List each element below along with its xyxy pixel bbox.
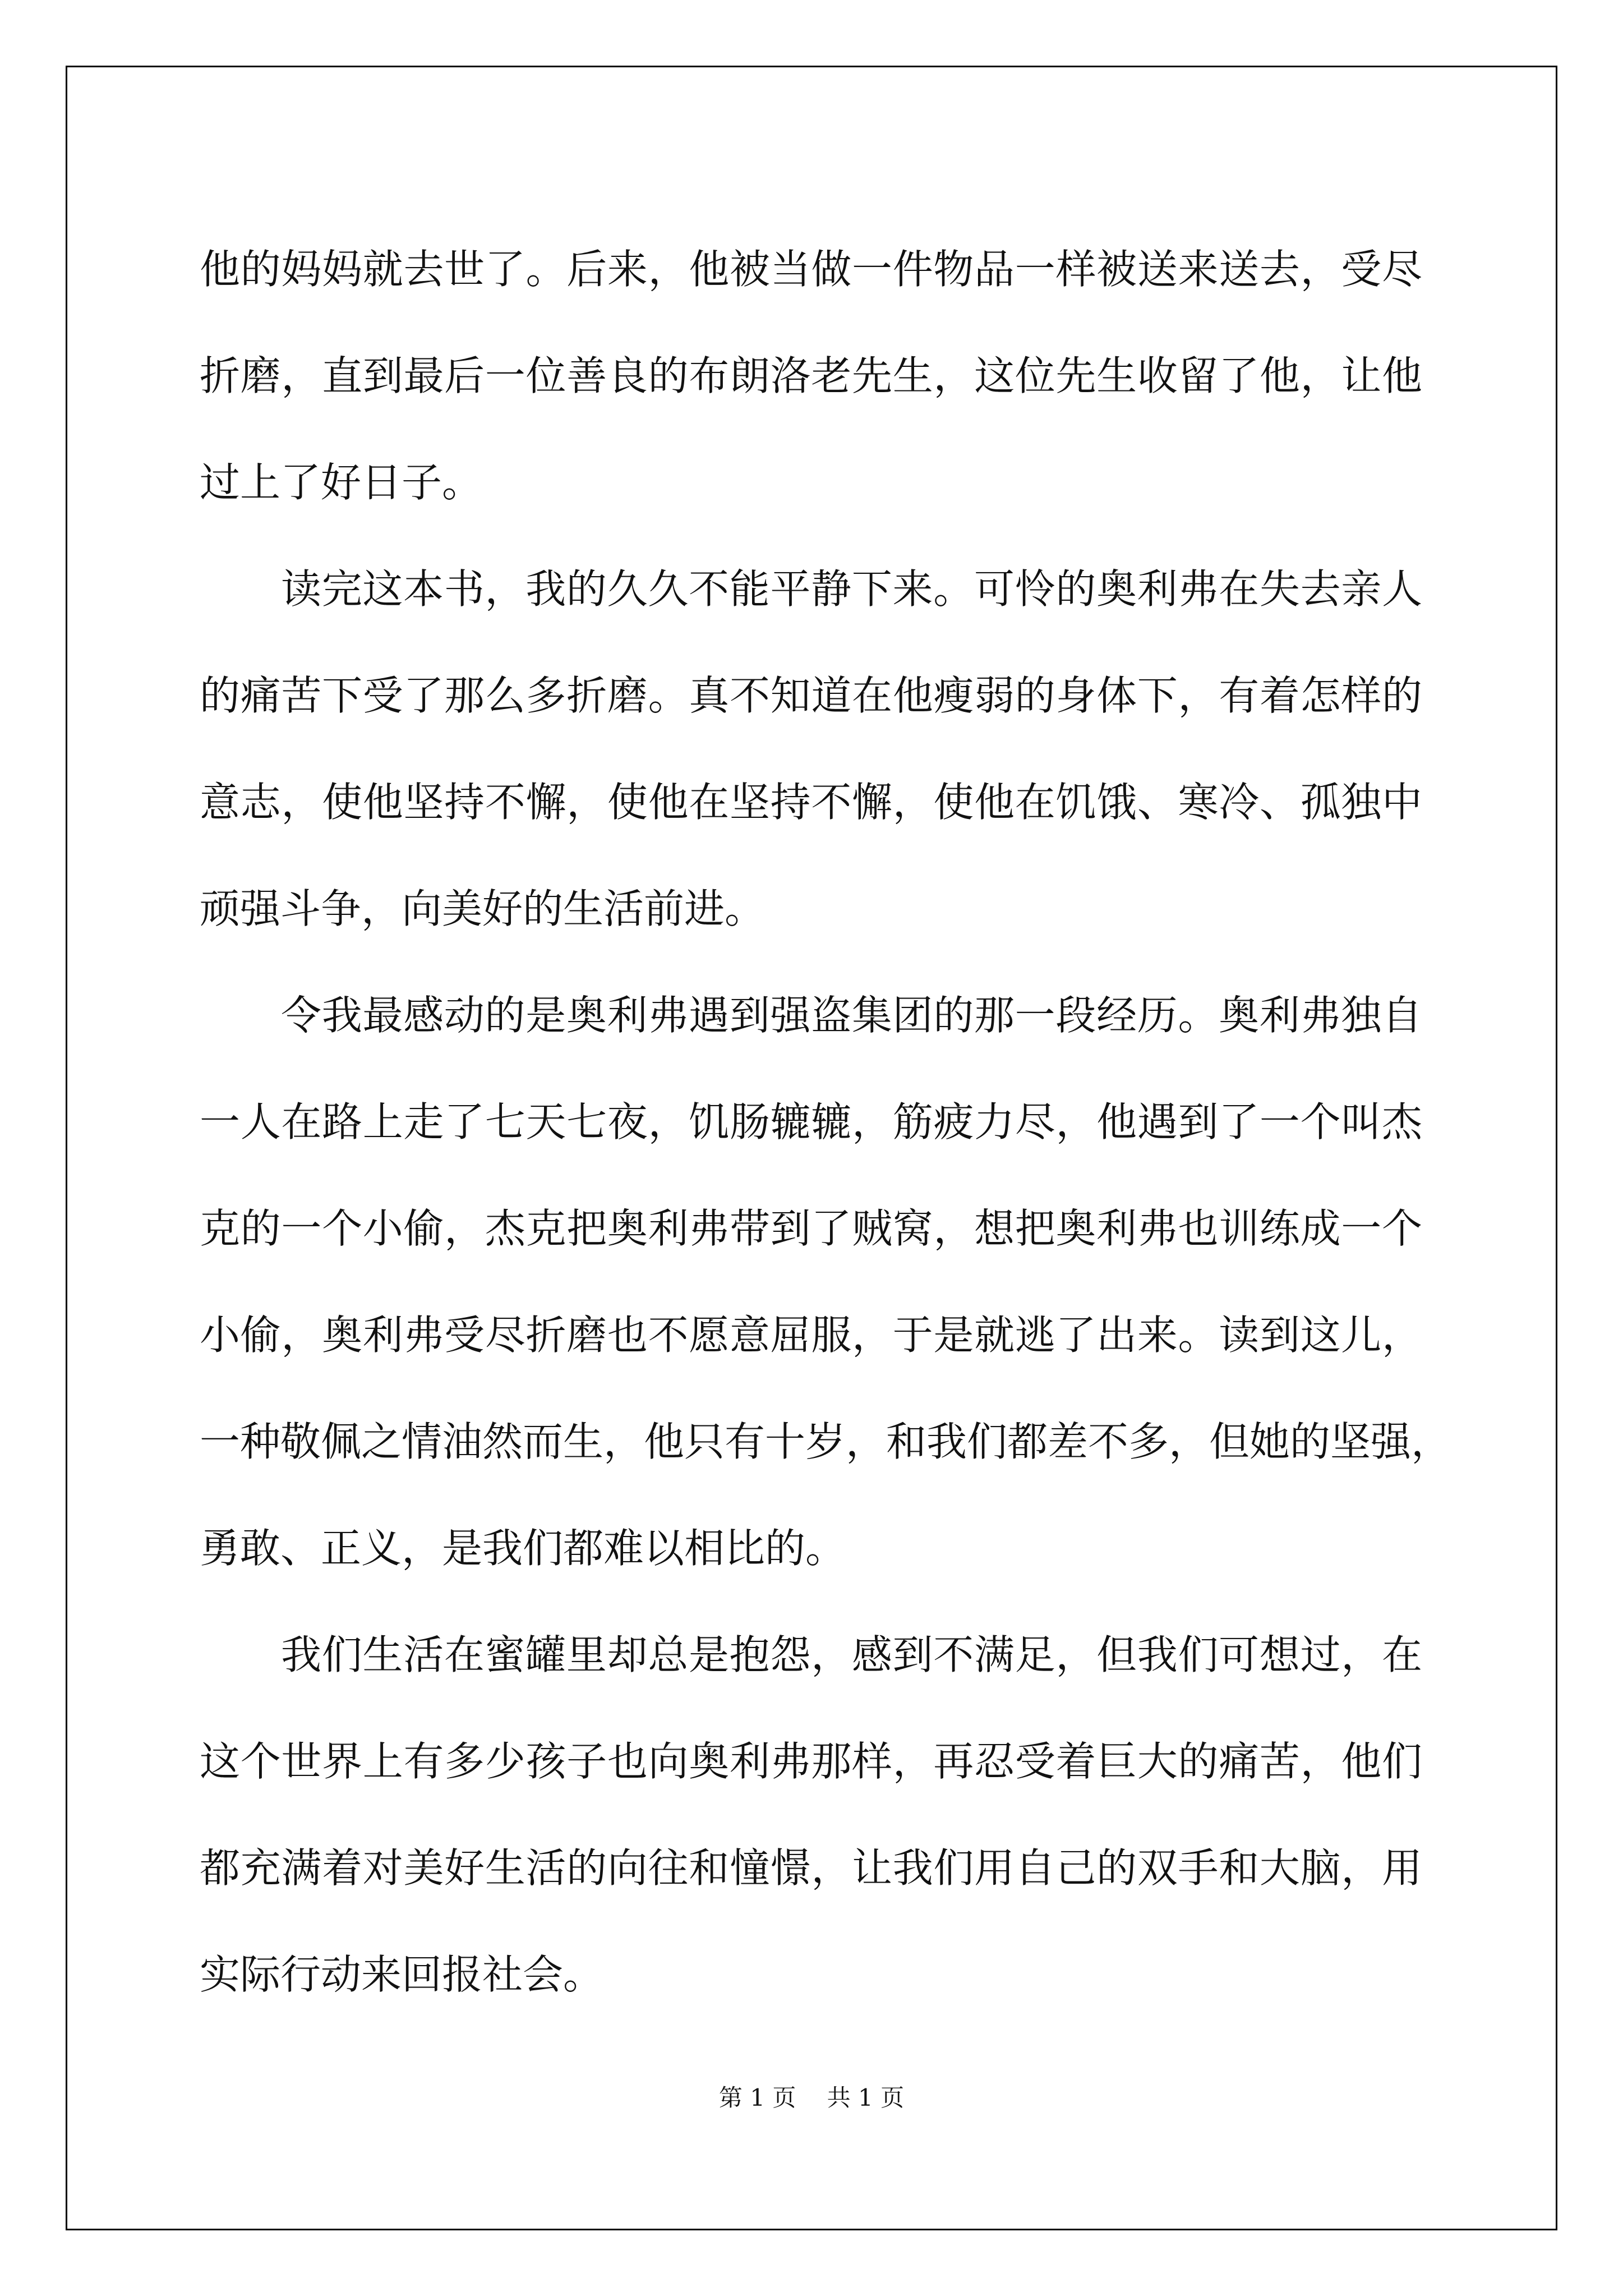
- text-line: 这个世界上有多少孩子也向奥利弗那样，再忍受着巨大的痛苦，他们: [200, 1738, 1422, 1785]
- text-line: 过上了好日子。: [200, 459, 483, 506]
- text-line: 读完这本书，我的久久不能平静下来。可怜的奥利弗在失去亲人: [281, 565, 1422, 613]
- text-line: 我们生活在蜜罐里却总是抱怨，感到不满足，但我们可想过，在: [281, 1631, 1422, 1678]
- text-line: 的痛苦下受了那么多折磨。真不知道在他瘦弱的身体下，有着怎样的: [200, 672, 1422, 719]
- text-line: 令我最感动的是奥利弗遇到强盗集团的那一段经历。奥利弗独自: [281, 992, 1422, 1039]
- text-line: 实际行动来回报社会。: [200, 1951, 604, 1998]
- text-line: 小偷，奥利弗受尽折磨也不愿意屈服，于是就逃了出来。读到这儿，: [200, 1312, 1422, 1359]
- text-line: 克的一个小偷，杰克把奥利弗带到了贼窝，想把奥利弗也训练成一个: [200, 1205, 1422, 1252]
- text-line: 都充满着对美好生活的向往和憧憬，让我们用自己的双手和大脑，用: [200, 1844, 1422, 1892]
- text-line: 勇敢、正义，是我们都难以相比的。: [200, 1525, 846, 1572]
- page-number-footer: 第 1 页 共 1 页: [718, 2084, 905, 2111]
- text-line: 一人在路上走了七天七夜，饥肠辘辘，筋疲力尽，他遇到了一个叫杰: [200, 1098, 1422, 1145]
- text-line: 一种敬佩之情油然而生，他只有十岁，和我们都差不多，但她的坚强，: [200, 1418, 1452, 1465]
- text-line: 他的妈妈就去世了。后来，他被当做一件物品一样被送来送去，受尽: [200, 246, 1422, 293]
- text-line: 折磨，直到最后一位善良的布朗洛老先生，这位先生收留了他，让他: [200, 352, 1422, 399]
- text-line: 意志，使他坚持不懈，使他在坚持不懈，使他在饥饿、寒冷、孤独中: [200, 779, 1422, 826]
- text-line: 顽强斗争，向美好的生活前进。: [200, 885, 766, 932]
- document-body: [200, 216, 1452, 2028]
